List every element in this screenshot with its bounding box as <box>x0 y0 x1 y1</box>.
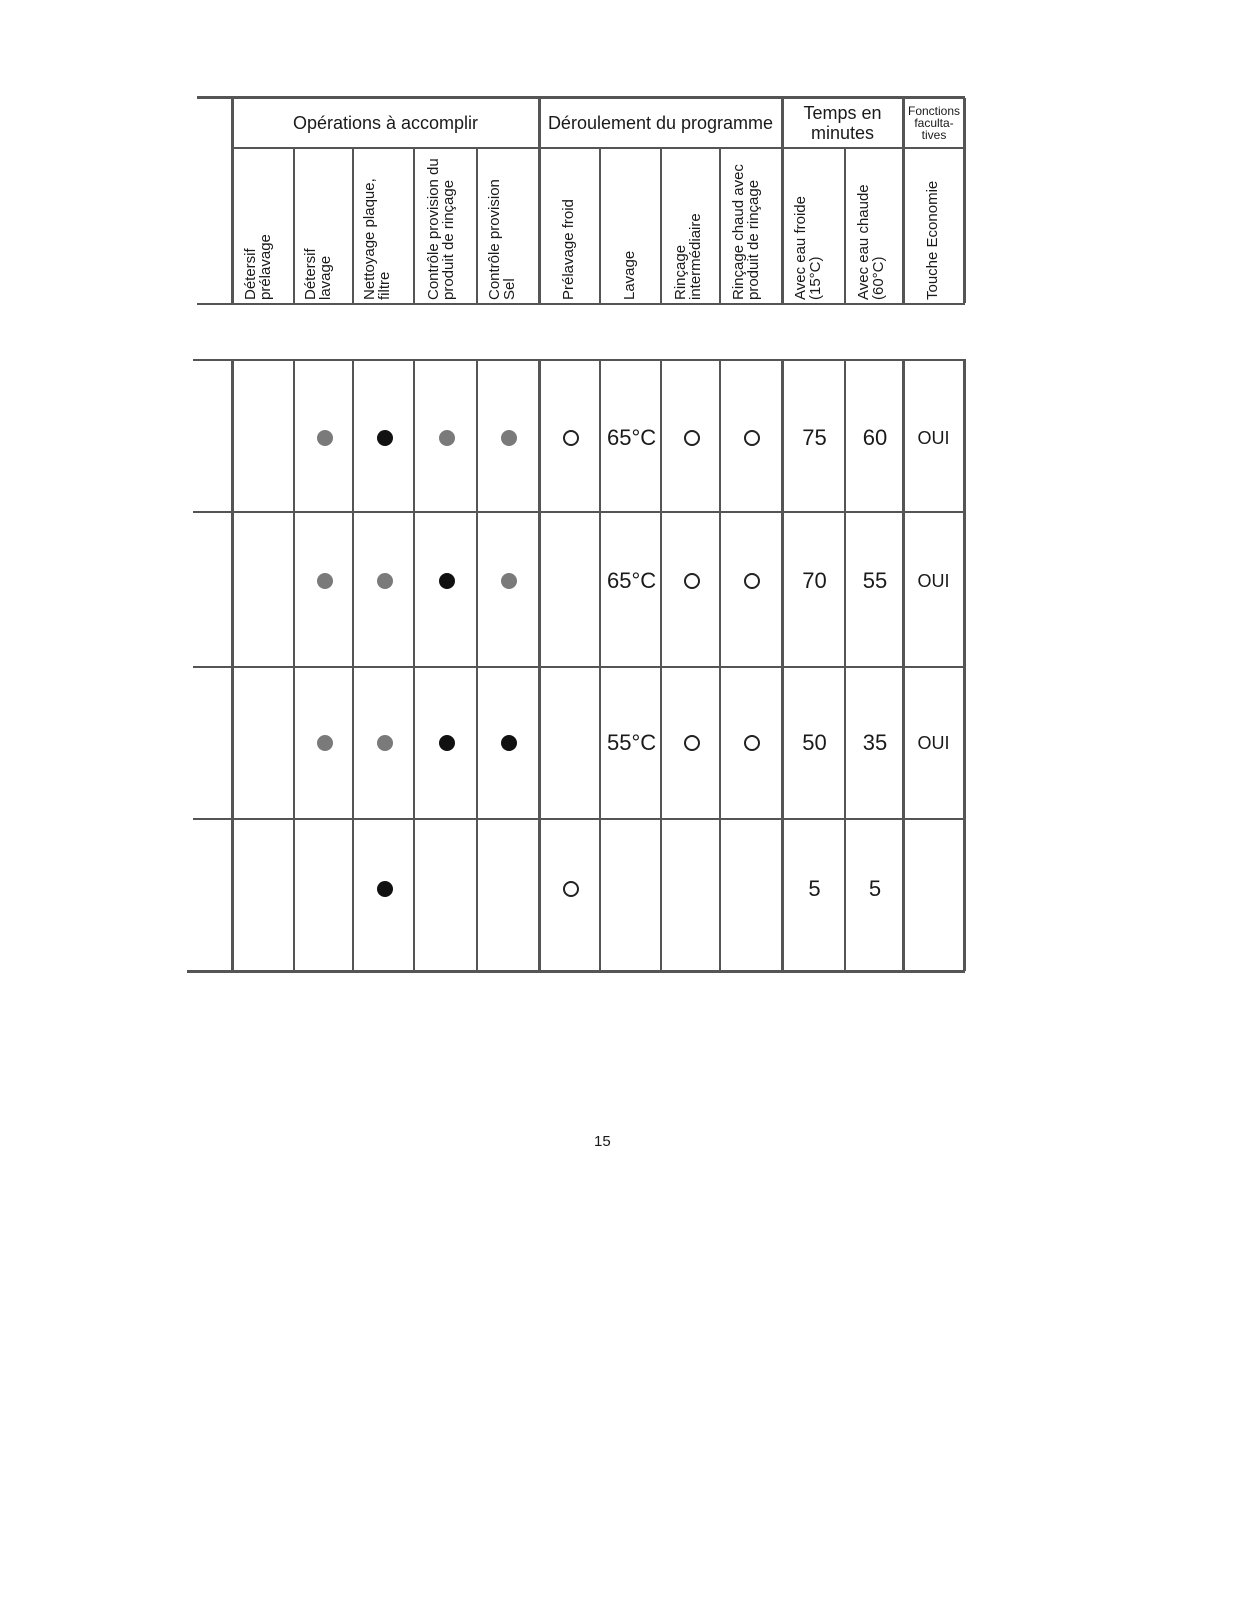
column-label: Détersif prélavage <box>242 234 274 300</box>
table-cell <box>721 561 783 601</box>
group-header-temps: Temps en minutes <box>803 102 882 143</box>
header-divider <box>352 147 354 303</box>
table-cell <box>478 723 540 763</box>
table-cell: 65°C <box>607 425 657 450</box>
table-cell: 70 <box>802 568 827 593</box>
table-cell <box>662 723 721 763</box>
body-bottom-rule <box>187 970 965 973</box>
column-label: Rinçage intermédiaire <box>672 213 704 300</box>
table-cell <box>540 418 601 458</box>
row-rule <box>193 666 965 668</box>
table-cell <box>478 418 540 458</box>
open-circle-icon <box>744 573 760 589</box>
table-cell: 55 <box>862 568 888 593</box>
column-label: Contrôle provision du produit de rinçage <box>425 158 457 300</box>
open-circle-icon <box>684 735 700 751</box>
column-label: Nettoyage plaque, filtre <box>361 178 393 300</box>
filled-grey-dot-icon <box>501 430 517 446</box>
header-divider <box>599 147 601 303</box>
open-circle-icon <box>684 573 700 589</box>
table-cell <box>415 418 478 458</box>
header-right-border <box>963 98 966 303</box>
table-cell <box>540 869 601 909</box>
body-left-border <box>231 359 234 971</box>
filled-grey-dot-icon <box>439 430 455 446</box>
column-label: Détersif lavage <box>302 248 334 300</box>
table-cell <box>295 561 354 601</box>
filled-grey-dot-icon <box>377 735 393 751</box>
open-circle-icon <box>744 430 760 446</box>
table-cell <box>721 418 783 458</box>
column-label: Contrôle provision Sel <box>486 179 518 300</box>
table-cell <box>478 561 540 601</box>
table-cell <box>354 561 415 601</box>
table-cell: OUI <box>917 570 950 591</box>
column-label: Avec eau froide (15°C) <box>792 196 824 300</box>
header-group-divider <box>781 98 784 303</box>
table-cell <box>354 869 415 909</box>
table-cell: 50 <box>802 730 827 755</box>
filled-black-dot-icon <box>377 430 393 446</box>
filled-grey-dot-icon <box>317 430 333 446</box>
column-label: Lavage <box>621 250 638 300</box>
filled-black-dot-icon <box>439 735 455 751</box>
column-label: Prélavage froid <box>560 199 577 300</box>
filled-black-dot-icon <box>377 881 393 897</box>
filled-black-dot-icon <box>501 735 517 751</box>
table-cell <box>354 418 415 458</box>
open-circle-icon <box>563 881 579 897</box>
table-cell: 55°C <box>607 730 657 755</box>
table-cell <box>295 723 354 763</box>
table-cell: OUI <box>917 732 950 753</box>
body-right-border <box>963 359 966 971</box>
column-label: Touche Economie <box>924 180 941 300</box>
table-cell: 75 <box>802 425 827 450</box>
table-cell <box>721 723 783 763</box>
filled-grey-dot-icon <box>317 735 333 751</box>
header-divider <box>476 147 478 303</box>
group-header-operations: Opérations à accomplir <box>292 112 479 133</box>
header-divider <box>660 147 662 303</box>
column-label: Rinçage chaud avec produit de rinçage <box>730 164 762 300</box>
filled-grey-dot-icon <box>377 573 393 589</box>
table-cell <box>295 418 354 458</box>
body-top-rule <box>193 359 965 361</box>
header-bottom-rule <box>197 303 965 305</box>
filled-black-dot-icon <box>439 573 455 589</box>
page-number: 15 <box>594 1133 611 1150</box>
table-cell <box>662 418 721 458</box>
column-label: Avec eau chaude (60°C) <box>855 184 887 300</box>
table-cell: 5 <box>808 876 821 901</box>
table-cell: OUI <box>917 427 950 448</box>
table-cell: 5 <box>868 876 882 901</box>
group-header-fonctions: Fonctions faculta- tives <box>907 104 961 142</box>
header-divider <box>719 147 721 303</box>
header-divider <box>844 147 846 303</box>
row-rule <box>193 511 965 513</box>
open-circle-icon <box>744 735 760 751</box>
table-cell: 65°C <box>607 568 657 593</box>
table-cell <box>415 561 478 601</box>
table-cell <box>662 561 721 601</box>
filled-grey-dot-icon <box>501 573 517 589</box>
header-divider <box>293 147 295 303</box>
table-cell <box>354 723 415 763</box>
filled-grey-dot-icon <box>317 573 333 589</box>
row-rule <box>193 818 965 820</box>
header-divider <box>413 147 415 303</box>
table-cell: 60 <box>862 425 888 450</box>
open-circle-icon <box>563 430 579 446</box>
group-header-deroulement: Déroulement du programme <box>547 112 774 133</box>
table-cell <box>415 723 478 763</box>
open-circle-icon <box>684 430 700 446</box>
table-cell: 35 <box>862 730 888 755</box>
